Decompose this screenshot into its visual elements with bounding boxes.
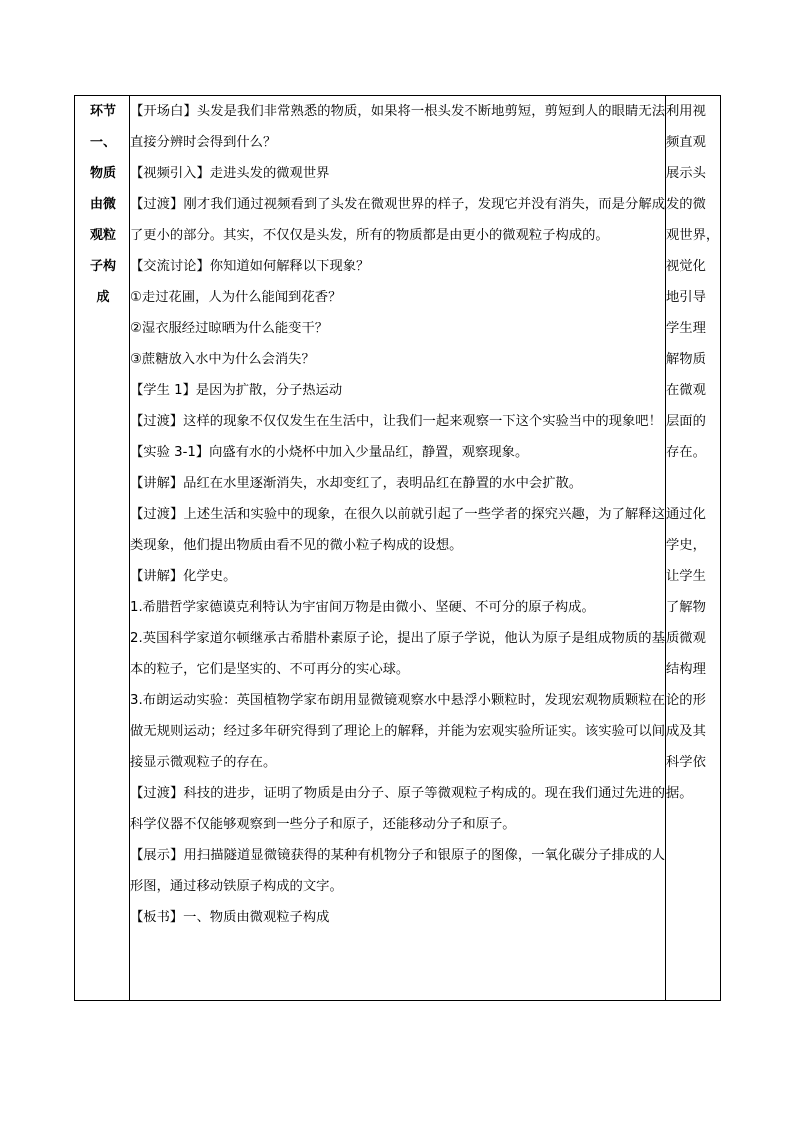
note-line: 利用视 <box>666 104 706 119</box>
note-line: 论的形 <box>666 693 706 708</box>
paragraph-explanation: 【讲解】化学史。 <box>130 569 237 584</box>
stage-title-line: 一、 <box>89 135 116 150</box>
note-line: 学史， <box>666 538 706 553</box>
note-line: 视觉化 <box>666 259 706 274</box>
note-line: 展示头 <box>666 166 706 181</box>
note-line: 层面的 <box>666 414 706 429</box>
stage-cell <box>75 96 130 1001</box>
stage-title-line: 物质 <box>89 166 116 181</box>
question-item: ①走过花圃，人为什么能闻到花香？ <box>130 290 342 305</box>
note-line: 通过化 <box>666 507 706 522</box>
design-note-2 <box>666 499 720 809</box>
paragraph-video: 【视频引入】走进头发的微观世界 <box>130 166 330 181</box>
note-line: 让学生 <box>666 569 706 584</box>
paragraph-opening: 【开场白】头发是我们非常熟悉的物质，如果将一根头发不断地剪短，剪短到人的眼睛无法直接分辨时会得到什么？ <box>130 104 665 150</box>
note-line: 结构理 <box>666 662 706 677</box>
history-item: 1.希腊哲学家德谟克利特认为宇宙间万物是由微小、坚硬、不可分的原子构成。 <box>130 600 595 615</box>
note-line: 学生理 <box>666 321 706 336</box>
note-line: 了解物 <box>666 600 706 615</box>
note-line: 地引导 <box>666 290 706 305</box>
note-line: 频直观 <box>666 135 706 150</box>
history-item: 3.布朗运动实验：英国植物学家布朗用显微镜观察水中悬浮小颗粒时，发现宏观物质颗粒在做无规则运动；经过多年研究得到了理论上的解释，并能为宏观实验所证实。该实验可以间接显示微观粒子的存在。 <box>130 693 665 770</box>
stage-title-line: 环节 <box>89 104 116 119</box>
stage-title-line: 观粒 <box>89 228 116 243</box>
note-line: 存在。 <box>666 445 706 460</box>
note-line: 解物质 <box>666 352 706 367</box>
design-intent-cell <box>666 96 721 1001</box>
paragraph-blackboard: 【板书】一、物质由微观粒子构成 <box>130 910 330 925</box>
lesson-plan-page <box>74 95 720 1001</box>
note-spacer <box>666 468 720 499</box>
note-line: 发的微 <box>666 197 706 212</box>
paragraph-transition: 【过渡】科技的进步，证明了物质是由分子、原子等微观粒子构成的。现在我们通过先进的科学仪器不仅能够观察到一些分子和原子，还能移动分子和原子。 <box>130 786 665 832</box>
question-item: ②湿衣服经过晾晒为什么能变干？ <box>130 321 329 336</box>
paragraph-student-answer: 【学生 1】是因为扩散，分子热运动 <box>130 383 343 398</box>
note-line: 在微观 <box>666 383 706 398</box>
note-line: 质微观 <box>666 631 706 646</box>
paragraph-experiment: 【实验 3-1】向盛有水的小烧杯中加入少量品红，静置，观察现象。 <box>130 445 529 460</box>
note-line: 科学依 <box>666 755 706 770</box>
paragraph-explanation: 【讲解】品红在水里逐渐消失，水却变红了，表明品红在静置的水中会扩散。 <box>130 476 583 491</box>
note-line: 观世界， <box>666 228 720 243</box>
question-item: ③蔗糖放入水中为什么会消失？ <box>130 352 315 367</box>
stage-title-line: 由微 <box>89 197 116 212</box>
table-row <box>75 96 721 1001</box>
stage-title-line: 子构 <box>89 259 116 274</box>
paragraph-transition: 【过渡】这样的现象不仅仅发生在生活中，让我们一起来观察一下这个实验当中的现象吧！ <box>130 414 662 429</box>
design-note-1 <box>666 96 720 468</box>
paragraph-display: 【展示】用扫描隧道显微镜获得的某种有机物分子和银原子的图像，一氧化碳分子排成的人形图，通过移动铁原子构成的文字。 <box>130 848 665 894</box>
paragraph-transition: 【过渡】上述生活和实验中的现象，在很久以前就引起了一些学者的探究兴趣，为了解释这类现象，他们提出物质由看不见的微小粒子构成的设想。 <box>130 507 665 553</box>
note-line: 据。 <box>666 786 693 801</box>
note-line: 成及其 <box>666 724 706 739</box>
paragraph-discussion: 【交流讨论】你知道如何解释以下现象？ <box>130 259 370 274</box>
lesson-table <box>74 95 721 1001</box>
stage-title-line: 成 <box>96 290 110 305</box>
activity-cell <box>130 96 666 1001</box>
paragraph-transition: 【过渡】刚才我们通过视频看到了头发在微观世界的样子，发现它并没有消失，而是分解成了更小的部分。其实，不仅仅是头发，所有的物质都是由更小的微观粒子构成的。 <box>130 197 665 243</box>
history-item: 2.英国科学家道尔顿继承古希腊朴素原子论，提出了原子学说，他认为原子是组成物质的基本的粒子，它们是坚实的、不可再分的实心球。 <box>130 631 665 677</box>
